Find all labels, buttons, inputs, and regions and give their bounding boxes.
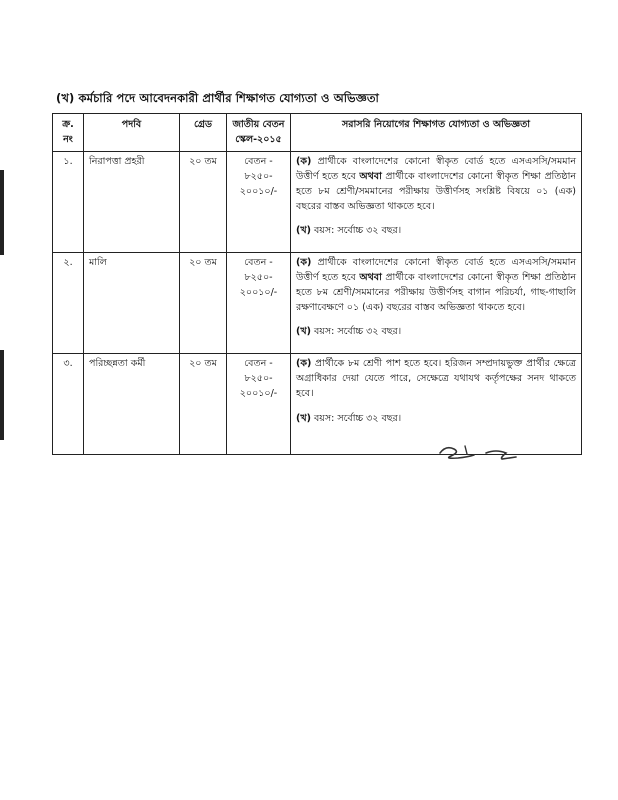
- cell-grade: ২০ তম: [180, 253, 227, 354]
- qualification-table: [52, 113, 582, 455]
- header-qualification: সরাসরি নিয়োগের শিক্ষাগত যোগ্যতা ও অভিজ্ঞতা: [291, 114, 582, 152]
- qualification-para-b: [296, 224, 576, 239]
- header-grade: গ্রেড: [180, 114, 227, 152]
- clause-a-text-1: প্রার্থীকে বাংলাদেশের কোনো স্বীকৃত বোর্ড হতে এসএসসি/সমমান উত্তীর্ণ হতে হবে: [296, 257, 576, 284]
- cell-qualification: [291, 253, 582, 354]
- section-heading: (খ) কর্মচারি পদে আবেদনকারী প্রার্থীর শিক্ষাগত যোগ্যতা ও অভিজ্ঞতা: [56, 91, 379, 105]
- qualification-para-a: [296, 155, 576, 214]
- handwritten-signature: [436, 440, 536, 470]
- header-pay-scale: জাতীয় বেতন স্কেল-২০১৫: [227, 114, 291, 152]
- header-post: পদবি: [84, 114, 180, 152]
- cell-qualification: [291, 152, 582, 253]
- clause-a-or: অথবা: [359, 171, 382, 183]
- cell-serial: ৩.: [53, 354, 84, 455]
- qualification-para-b: [296, 325, 576, 340]
- cell-grade: ২০ তম: [180, 354, 227, 455]
- cell-grade: ২০ তম: [180, 152, 227, 253]
- cell-pay-scale: বেতন - ৮২৫০- ২০০১০/-: [227, 354, 291, 455]
- scan-edge-mark-top: [0, 170, 4, 255]
- clause-b-text: বয়স: সর্বোচ্চ ৩২ বছর।: [310, 412, 402, 424]
- cell-serial: ১.: [53, 152, 84, 253]
- cell-serial: ২.: [53, 253, 84, 354]
- clause-a-tag: (ক): [296, 358, 312, 370]
- scan-edge-mark-bottom: [0, 350, 4, 440]
- clause-a-text-2: প্রার্থীকে বাংলাদেশের কোনো স্বীকৃত শিক্ষা প্রতিষ্ঠান হতে ৮ম শ্রেণী/সমমানের পরীক্ষায় উত্তীর্ণসহ বাগান পরিচর্যা, গাছ-গাছালি রক্ষণাবেক্ষণে ০১ (এক) বছরের বাস্তব অভিজ্ঞতা থাকতে হবে।: [296, 272, 576, 313]
- qualification-para-b: [296, 412, 576, 427]
- cell-pay-scale: বেতন - ৮২৫০- ২০০১০/-: [227, 152, 291, 253]
- clause-b-tag: (খ): [296, 412, 311, 424]
- cell-post: মালি: [84, 253, 180, 354]
- clause-a-text-1: প্রার্থীকে বাংলাদেশের কোনো স্বীকৃত বোর্ড হতে এসএসসি/সমমান উত্তীর্ণ হতে হবে: [296, 156, 576, 183]
- clause-a-tag: (ক): [296, 156, 312, 168]
- table-row: [53, 152, 582, 253]
- clause-a-or: অথবা: [359, 272, 382, 284]
- clause-b-text: বয়স: সর্বোচ্চ ৩২ বছর।: [310, 225, 402, 237]
- qualification-para-a: [296, 357, 576, 401]
- clause-a-text-1: প্রার্থীকে ৮ম শ্রেণী পাশ হতে হবে। হরিজন সম্প্রদায়ভুক্ত প্রার্থীর ক্ষেত্রে অগ্রাধিকার দেয়া যেতে পারে, সেক্ষেত্রে যথাযথ কর্তৃপক্ষের সনদ থাকতে হবে।: [296, 358, 576, 399]
- clause-b-tag: (খ): [296, 225, 311, 237]
- table-row: [53, 253, 582, 354]
- header-serial: ক্র. নং: [53, 114, 84, 152]
- cell-post: পরিচ্ছন্নতা কর্মী: [84, 354, 180, 455]
- clause-a-tag: (ক): [296, 257, 312, 269]
- clause-b-tag: (খ): [296, 326, 311, 338]
- cell-pay-scale: বেতন - ৮২৫০- ২০০১০/-: [227, 253, 291, 354]
- table-header-row: [53, 114, 582, 152]
- cell-post: নিরাপত্তা প্রহরী: [84, 152, 180, 253]
- qualification-para-a: [296, 256, 576, 315]
- clause-a-text-2: প্রার্থীকে বাংলাদেশের কোনো স্বীকৃত শিক্ষা প্রতিষ্ঠান হতে ৮ম শ্রেণী/সমমানের পরীক্ষায় উত্তীর্ণসহ সংশ্লিষ্ট বিষয়ে ০১ (এক) বছরের বাস্তব অভিজ্ঞতা থাকতে হবে।: [296, 171, 576, 212]
- clause-b-text: বয়স: সর্বোচ্চ ৩২ বছর।: [310, 326, 402, 338]
